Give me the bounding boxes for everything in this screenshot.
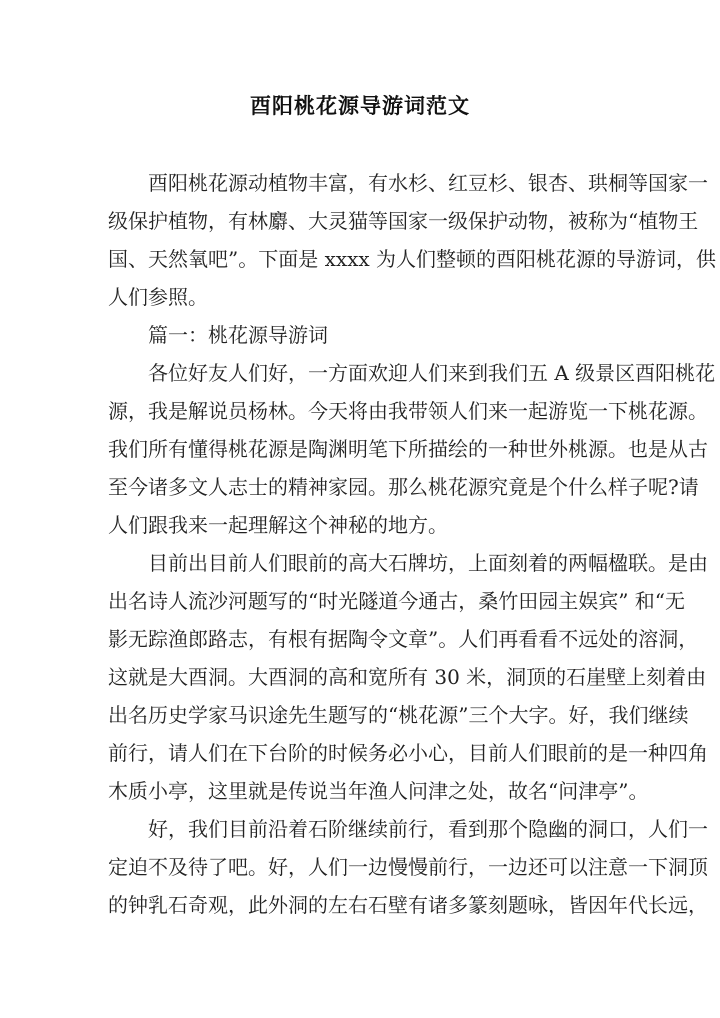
text-line: 的钟乳石奇观，此外洞的左右石壁有诸多篆刻题咏，皆因年代长远， bbox=[108, 893, 708, 917]
text-line: 源，我是解说员杨林。今天将由我带领人们来一起游览一下桃花源。 bbox=[108, 399, 708, 423]
text-line: 国、天然氧吧”。下面是 xxxx 为人们整顿的酉阳桃花源的导游词，供 bbox=[108, 247, 717, 271]
text-line: 好，我们目前沿着石阶继续前行，看到那个隐幽的洞口，人们一 bbox=[148, 817, 708, 841]
text-line: 这就是大酉洞。大酉洞的高和宽所有 30 米，洞顶的石崖壁上刻着由 bbox=[108, 665, 707, 689]
text-line: 影无踪渔郎路志，有根有据陶令文章”。人们再看看不远处的溶洞， bbox=[108, 627, 699, 651]
text-line: 出名历史学家马识途先生题写的“桃花源”三个大字。好，我们继续 bbox=[108, 703, 689, 727]
paragraph bbox=[108, 544, 708, 810]
text-line: 各位好友人们好，一方面欢迎人们来到我们五 A 级景区酉阳桃花 bbox=[148, 361, 716, 385]
paragraph bbox=[108, 164, 717, 316]
text-line: 级保护植物，有林麝、大灵猫等国家一级保护动物，被称为“植物王 bbox=[108, 209, 699, 233]
text-line: 酉阳桃花源动植物丰富，有水杉、红豆杉、银杏、珙桐等国家一 bbox=[148, 171, 708, 195]
document-body bbox=[108, 164, 717, 924]
text-line: 我们所有懂得桃花源是陶渊明笔下所描绘的一种世外桃源。也是从古 bbox=[108, 437, 708, 461]
text-line: 定迫不及待了吧。好，人们一边慢慢前行，一边还可以注意一下洞顶 bbox=[108, 855, 708, 879]
paragraph bbox=[108, 354, 716, 544]
text-line: 篇一：桃花源导游词 bbox=[148, 323, 328, 347]
text-line: 至今诸多文人志士的精神家园。那么桃花源究竟是个什么样子呢?请 bbox=[108, 475, 699, 499]
text-line: 人们跟我来一起理解这个神秘的地方。 bbox=[108, 513, 448, 537]
text-line: 前行，请人们在下台阶的时候务必小心，目前人们眼前的是一种四角 bbox=[108, 741, 708, 765]
section-heading bbox=[108, 316, 614, 354]
document-title: 酉阳桃花源导游词范文 bbox=[250, 93, 470, 118]
text-line: 木质小亭，这里就是传说当年渔人问津之处，故名“问津亭”。 bbox=[108, 779, 649, 803]
paragraph bbox=[108, 810, 708, 924]
text-line: 目前出目前人们眼前的高大石牌坊，上面刻着的两幅楹联。是由 bbox=[148, 551, 708, 575]
text-line: 人们参照。 bbox=[108, 285, 208, 309]
text-line: 出名诗人流沙河题写的“时光隧道今通古，桑竹田园主娱宾” 和“无 bbox=[108, 589, 686, 613]
